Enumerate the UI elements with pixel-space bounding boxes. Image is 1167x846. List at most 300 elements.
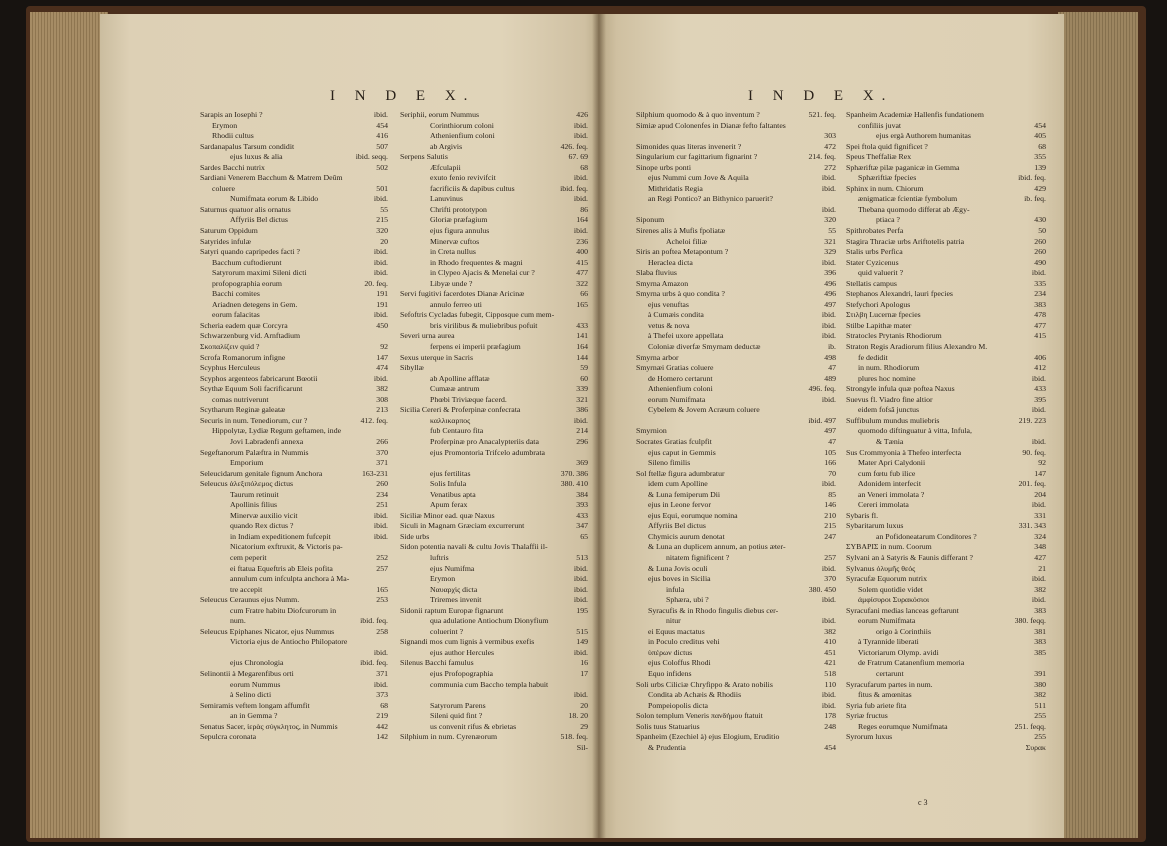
index-term: ptiaca ? <box>876 215 901 225</box>
index-entry <box>636 616 836 627</box>
book-gutter <box>592 14 606 838</box>
index-term: & Prudentia <box>648 742 686 752</box>
index-entry <box>200 215 388 226</box>
page-reference: 68 <box>580 162 588 172</box>
page-reference: ibid. <box>373 679 388 689</box>
index-entry <box>400 331 588 342</box>
page-reference: 204 <box>1034 489 1046 499</box>
page-reference: ibid. <box>573 415 588 425</box>
page-reference: 477 <box>576 268 588 278</box>
page-reference: 165 <box>576 299 588 309</box>
index-entry <box>400 448 588 459</box>
index-term: fitus & amœnitas <box>858 690 912 700</box>
index-entry <box>846 680 1046 691</box>
index-entry <box>846 500 1046 511</box>
page-reference: 498 <box>824 352 836 362</box>
page-reference: 257 <box>824 552 836 562</box>
index-term: us convenit rifus & ebrietas <box>430 721 517 731</box>
page-reference: 251 <box>376 500 388 510</box>
index-term: de Homero certarunt <box>648 373 713 383</box>
index-entry <box>400 363 588 374</box>
page-reference: 191 <box>376 289 388 299</box>
index-term: Sileno fimilis <box>648 458 691 468</box>
index-entry <box>846 384 1046 395</box>
page-reference: 382 <box>1034 690 1046 700</box>
page-reference: ibid. <box>1031 436 1046 446</box>
page-reference: 406 <box>1034 352 1046 362</box>
index-entry <box>200 405 388 416</box>
index-term: eorum Nummus <box>230 679 281 689</box>
index-term: Silphium in num. Cyrenæorum <box>400 732 498 742</box>
page-reference: 303 <box>824 131 836 141</box>
index-entry <box>200 542 388 553</box>
index-entry <box>400 627 588 638</box>
index-term: nitatem fignificent ? <box>666 552 730 562</box>
index-term: Spanheim (Ezechiel à) ejus Elogium, Eruditio <box>636 732 780 742</box>
index-term: Sefoftris Cycladas fubegit, Cipposque cum mem- <box>400 310 555 320</box>
index-entry <box>400 680 588 691</box>
index-entry <box>846 184 1046 195</box>
index-entry <box>846 542 1046 553</box>
index-entry <box>846 194 1046 205</box>
index-entry <box>636 268 836 279</box>
index-term: ὑπέρων dictus <box>648 647 693 657</box>
index-term: Suffibulum mundus muliebris <box>846 415 940 425</box>
index-term: bris virilibus & muliebribus pofuit <box>430 320 538 330</box>
page-reference: 255 <box>1034 711 1046 721</box>
index-term: quomodo diftinguatur à vitta, Infula, <box>858 426 972 436</box>
index-entry <box>400 374 588 385</box>
index-entry <box>200 521 388 532</box>
index-term: à Tyrannide liberati <box>858 637 919 647</box>
index-entry <box>400 658 588 669</box>
index-term: Numifmata eorum & Libido <box>230 194 319 204</box>
page-reference: 416 <box>376 131 388 141</box>
index-entry <box>400 585 588 596</box>
index-entry <box>200 384 388 395</box>
index-term: ejus boves in Sicilia <box>648 574 711 584</box>
page-reference: 380. 450 <box>808 584 836 594</box>
index-entry <box>400 500 588 511</box>
index-entry <box>200 669 388 680</box>
index-term: ejus Promontoria Trifcelo adumbrata <box>430 447 545 457</box>
page-reference: Sil- <box>576 742 588 752</box>
index-term: de Fratrum Catanenfium memoria <box>858 658 965 668</box>
page-reference: ibid. <box>573 131 588 141</box>
index-term: Syracufæ Equorum nutrix <box>846 574 927 584</box>
index-entry <box>636 511 836 522</box>
index-entry <box>200 342 388 353</box>
index-term: coluere <box>212 183 235 193</box>
index-term: ejus Equi, eorumque nomina <box>648 510 738 520</box>
index-entry <box>200 131 388 142</box>
index-entry <box>846 363 1046 374</box>
page-reference: 433 <box>576 320 588 330</box>
index-entry <box>636 426 836 437</box>
index-term: eidem fofsâ junctus <box>858 405 920 415</box>
index-entry <box>400 205 588 216</box>
page-reference: 21 <box>1038 563 1046 573</box>
page-reference: 391 <box>1034 668 1046 678</box>
page-reference: 139 <box>1034 162 1046 172</box>
index-term: in Poculo creditus vehi <box>648 637 720 647</box>
index-entry <box>400 405 588 416</box>
index-entry <box>200 194 388 205</box>
index-entry <box>636 732 836 743</box>
page-reference: 308 <box>376 394 388 404</box>
index-term: ejus in Leone fervor <box>648 500 711 510</box>
index-entry <box>200 658 388 669</box>
index-entry <box>636 658 836 669</box>
index-entry <box>400 110 588 121</box>
index-entry <box>846 658 1046 669</box>
index-entry <box>846 321 1046 332</box>
page-reference: ibid. <box>573 647 588 657</box>
page-reference: 415 <box>576 257 588 267</box>
index-term: Seleucus ἀλεξιπόλεμος dictus <box>200 479 294 489</box>
index-entry <box>200 268 388 279</box>
index-entry <box>200 701 388 712</box>
page-reference: 47 <box>828 436 836 446</box>
index-entry <box>636 448 836 459</box>
page-reference: ibid. <box>573 574 588 584</box>
index-entry <box>400 247 588 258</box>
index-entry <box>636 648 836 659</box>
page-reference: 324 <box>1034 531 1046 541</box>
index-term: Thebana quomodo differat ab Ægy- <box>858 204 970 214</box>
index-term: comas nutriverunt <box>212 394 269 404</box>
index-term: Solem quotidie videt <box>858 584 923 594</box>
page-reference: 410 <box>824 637 836 647</box>
index-term: ænigmaticæ fcientiæ fymbolum <box>858 194 958 204</box>
index-term: Smyrnion <box>636 426 667 436</box>
page-reference: 429 <box>1034 183 1046 193</box>
index-entry <box>400 595 588 606</box>
page-reference: 339 <box>576 384 588 394</box>
index-entry <box>636 458 836 469</box>
index-entry <box>846 215 1046 226</box>
index-term: in Creta nullus <box>430 247 476 257</box>
page-reference: 347 <box>576 521 588 531</box>
page-reference: 400 <box>576 247 588 257</box>
index-entry <box>846 205 1046 216</box>
index-term: Taurum retinuit <box>230 489 279 499</box>
index-term: Simonides quas literas invenerit ? <box>636 141 742 151</box>
index-entry <box>846 585 1046 596</box>
index-entry <box>400 690 588 701</box>
index-entry <box>846 532 1046 543</box>
page-reference: 260 <box>1034 236 1046 246</box>
page-reference: 477 <box>1034 320 1046 330</box>
index-term: in Indiam expeditionem fufcepit <box>230 531 331 541</box>
page-reference: 213 <box>376 405 388 415</box>
page-reference: ib. feq. <box>1024 194 1046 204</box>
index-entry <box>636 701 836 712</box>
index-term: eorum Numifmata <box>648 394 706 404</box>
index-term: Sybaris fl. <box>846 510 879 520</box>
index-entry <box>846 648 1046 659</box>
right-page-header: I N D E X. <box>748 88 894 104</box>
index-term: Sardes Bacchi nutrix <box>200 162 265 172</box>
index-entry <box>846 226 1046 237</box>
page-reference: 501 <box>376 183 388 193</box>
index-entry <box>400 701 588 712</box>
index-entry <box>636 300 836 311</box>
index-term: Soli urbs Ciliciæ Chryfippo & Arato nobilis <box>636 679 773 689</box>
index-entry <box>846 331 1046 342</box>
index-entry <box>636 669 836 680</box>
page-reference: 496. feq. <box>808 384 836 394</box>
index-entry <box>400 215 588 226</box>
page-reference: 68 <box>380 700 388 710</box>
page-reference: 348 <box>1034 542 1046 552</box>
index-term: Rhodii cultus <box>212 131 254 141</box>
index-term: Smyrnæi Gratias coluere <box>636 363 714 373</box>
index-term: cum Fratre habitu Diofcurorum in <box>230 605 337 615</box>
page-reference: 426. feq. <box>560 141 588 151</box>
page-reference: 215 <box>376 215 388 225</box>
index-term: Satyrorum Parens <box>430 700 486 710</box>
index-entry <box>846 637 1046 648</box>
index-entry <box>846 743 1046 754</box>
index-term: ejus Profopographia <box>430 668 494 678</box>
page-reference: 515 <box>576 626 588 636</box>
page-reference: ibid. <box>821 310 836 320</box>
index-entry <box>846 732 1046 743</box>
page-reference: 219 <box>376 711 388 721</box>
page-reference: ibid. <box>573 584 588 594</box>
index-term: ejus Numifma <box>430 563 475 573</box>
index-term: ejus fertilitas <box>430 468 471 478</box>
index-term: Seleucus Epiphanes Nicator, ejus Nummus <box>200 626 335 636</box>
index-entry <box>200 711 388 722</box>
index-term: Solon templum Veneris πανδήμου ftatuit <box>636 711 763 721</box>
index-term: Venatibus apta <box>430 489 476 499</box>
page-reference: 147 <box>376 352 388 362</box>
page-reference: 370 <box>376 447 388 457</box>
page-reference: 166 <box>824 458 836 468</box>
page-reference: 59 <box>580 363 588 373</box>
index-term: Jovi Labradenfi annexa <box>230 436 304 446</box>
index-term: Pompeiopolis dicta <box>648 700 708 710</box>
index-term: Siris an poftea Metapontum ? <box>636 247 729 257</box>
page-reference: 497 <box>824 426 836 436</box>
page-reference: 320 <box>824 215 836 225</box>
index-entry <box>846 437 1046 448</box>
page-reference: 17 <box>580 668 588 678</box>
index-term: Syracufis & in Rhodo fingulis diebus cer- <box>648 605 779 615</box>
index-term: ejus venuftas <box>648 299 689 309</box>
page-reference: 141 <box>576 331 588 341</box>
index-term: Stephanos Alexandri, lauri fpecies <box>846 289 953 299</box>
page-reference: 518. feq. <box>560 732 588 742</box>
index-term: ejus Chronologia <box>230 658 284 668</box>
index-entry <box>400 173 588 184</box>
index-entry <box>400 131 588 142</box>
page-reference: 497 <box>824 299 836 309</box>
index-term: Saturnus quatuor alis ornatus <box>200 204 291 214</box>
index-term: Servi fugitivi facerdotes Dianæ Aricinæ <box>400 289 525 299</box>
index-entry <box>200 173 388 184</box>
index-term: Bacchum cuftodierunt <box>212 257 282 267</box>
page-reference: ibid. <box>1031 595 1046 605</box>
index-term: Apollinis filius <box>230 500 278 510</box>
index-term: idem cum Apolline <box>648 479 708 489</box>
page-reference: 266 <box>376 436 388 446</box>
index-entry <box>846 458 1046 469</box>
index-entry <box>636 215 836 226</box>
index-entry <box>400 142 588 153</box>
index-entry <box>400 458 588 469</box>
page-reference: 369 <box>576 458 588 468</box>
index-term: tre accepit <box>230 584 263 594</box>
index-term: Erymon <box>212 120 238 130</box>
page-reference: 272 <box>824 162 836 172</box>
index-term: an Veneri immolata ? <box>858 489 925 499</box>
page-reference: 105 <box>824 447 836 457</box>
page-reference: ibid. <box>573 194 588 204</box>
page-reference: 247 <box>824 531 836 541</box>
index-entry <box>200 247 388 258</box>
index-term: annulo ferreo uti <box>430 299 482 309</box>
index-entry <box>200 184 388 195</box>
index-entry <box>636 711 836 722</box>
page-reference: 384 <box>576 489 588 499</box>
page-reference: 147 <box>1034 468 1046 478</box>
index-entry <box>636 680 836 691</box>
index-term: Signandi mos cum lignis à vermibus exefis <box>400 637 535 647</box>
page-reference: 454 <box>824 742 836 752</box>
index-term: Simiæ apud Colonenfes in Dianæ fefto faltantes <box>636 120 786 130</box>
page-reference: 255 <box>1034 732 1046 742</box>
index-term: Serpens Salutis <box>400 152 448 162</box>
index-entry <box>846 722 1046 733</box>
page-reference: 251. feqq. <box>1014 721 1046 731</box>
page-reference: ibid. <box>373 268 388 278</box>
page-reference: 383 <box>1034 605 1046 615</box>
page-reference: 382 <box>824 626 836 636</box>
index-term: Seleucus Ceraunus ejus Numm. <box>200 595 300 605</box>
index-term: quid valuerit ? <box>858 268 904 278</box>
page-reference: ibid. <box>573 690 588 700</box>
index-term: Syrorum luxus <box>846 732 893 742</box>
index-term: origo à Corinthiis <box>876 626 932 636</box>
index-term: Schwarzenburg vid. Arnftadium <box>200 331 301 341</box>
page-reference: 513 <box>576 552 588 562</box>
page-reference: 191 <box>376 299 388 309</box>
index-term: ejus author Hercules <box>430 647 495 657</box>
index-entry <box>846 247 1046 258</box>
index-term: Affyriis Bel dictus <box>230 215 288 225</box>
page-reference: 321 <box>576 394 588 404</box>
page-reference: 370. 386 <box>560 468 588 478</box>
index-entry <box>636 173 836 184</box>
page-reference: ibid. <box>573 226 588 236</box>
index-entry <box>846 173 1046 184</box>
index-entry <box>636 121 836 132</box>
page-reference: ibid. 497 <box>808 415 836 425</box>
index-entry <box>400 479 588 490</box>
page-reference: 383 <box>1034 637 1046 647</box>
index-term: Ναυαρχὶς dicta <box>430 584 478 594</box>
index-entry <box>846 353 1046 364</box>
page-reference: 144 <box>576 352 588 362</box>
index-term: num. <box>230 616 246 626</box>
page-reference: ibid. <box>821 479 836 489</box>
index-term: Spithrobates Perfa <box>846 226 904 236</box>
page-reference: 146 <box>824 500 836 510</box>
page-reference: ibid. <box>821 394 836 404</box>
index-term: Mater Apri Calydonii <box>858 458 926 468</box>
page-reference: ibid. <box>1031 268 1046 278</box>
index-entry <box>200 416 388 427</box>
index-term: Cereri immolata <box>858 500 909 510</box>
index-entry <box>200 121 388 132</box>
left-column-1 <box>200 110 388 743</box>
page-reference: 496 <box>824 289 836 299</box>
index-term: Hippolytæ, Lydiæ Regum geftamen, inde <box>212 426 342 436</box>
index-term: Heraclea dicta <box>648 257 693 267</box>
index-entry <box>846 152 1046 163</box>
index-entry <box>400 553 588 564</box>
index-entry <box>636 690 836 701</box>
page-reference: 55 <box>380 204 388 214</box>
index-term: ejus ergà Authorem humanitas <box>876 131 971 141</box>
index-entry <box>200 722 388 733</box>
index-term: Socrates Gratias fculpfit <box>636 436 712 446</box>
index-term: Apum ferax <box>430 500 468 510</box>
index-entry <box>200 237 388 248</box>
right-column-2 <box>846 110 1046 753</box>
page-reference: ibid. feq. <box>360 658 388 668</box>
page-reference: ibid. <box>821 183 836 193</box>
index-term: Victoriarum Olymp. avidi <box>858 647 939 657</box>
page-reference: 412. feq. <box>360 415 388 425</box>
page-reference: ibid. <box>821 700 836 710</box>
index-entry <box>846 342 1046 353</box>
index-term: Acheloi filiæ <box>666 236 707 246</box>
index-entry <box>200 637 388 648</box>
index-term: ejus caput in Gemmis <box>648 447 716 457</box>
index-term: eorum Numifmata <box>858 616 916 626</box>
page-reference: 260 <box>1034 247 1046 257</box>
index-entry <box>200 374 388 385</box>
index-term: Athenienfium coloni <box>648 384 713 394</box>
index-entry <box>846 616 1046 627</box>
page-reference: 86 <box>580 204 588 214</box>
page-reference: ibid. <box>373 373 388 383</box>
index-term: Senatus Sacer, ἱερὰς σύγκλητος, in Nummis <box>200 721 338 731</box>
page-reference: ibid. <box>373 247 388 257</box>
index-term: Siciliæ Minor ead. quæ Naxus <box>400 510 495 520</box>
page-reference: ib. <box>827 342 836 352</box>
index-entry <box>636 521 836 532</box>
index-entry <box>200 258 388 269</box>
index-term: Side urbs <box>400 531 430 541</box>
page-reference: 380 <box>1034 679 1046 689</box>
index-entry <box>846 237 1046 248</box>
index-term: Spanheim Academiæ Hallenfis fundationem <box>846 110 984 119</box>
index-entry <box>636 416 836 427</box>
index-entry <box>400 521 588 532</box>
index-entry <box>200 616 388 627</box>
index-term: Saturum Oppidum <box>200 226 258 236</box>
index-entry <box>846 627 1046 638</box>
index-term: Slaba fluvius <box>636 268 677 278</box>
index-entry <box>846 110 1046 121</box>
index-entry <box>200 585 388 596</box>
index-entry <box>200 110 388 121</box>
